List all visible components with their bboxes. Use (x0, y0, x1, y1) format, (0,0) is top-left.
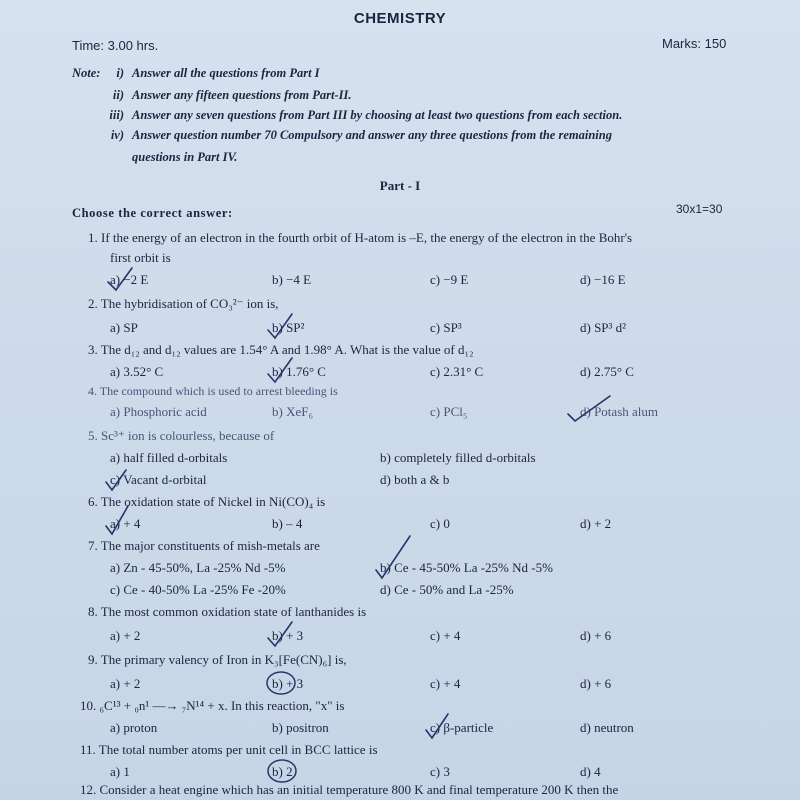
note-item-2: ii) Answer any fifteen questions from Part-II. (112, 88, 352, 102)
question-8-option-a: a) + 2 (110, 628, 141, 643)
answer-circle-icon (267, 672, 295, 694)
exam-title: CHEMISTRY (353, 10, 447, 27)
question-4-option-a: a) Phosphoric acid (110, 404, 207, 419)
question-8-stem: 8. The most common oxidation state of lanthanides is (88, 604, 367, 619)
question-10-option-c: c) β-particle (430, 720, 494, 735)
exam-marks: Marks: 150 (662, 36, 727, 51)
tick-mark-icon (268, 314, 292, 338)
question-3-stem: 3. The d₁₂ and d₁₂ values are 1.54° A and 1.98° A. What is the value of d₁₂ (88, 342, 474, 357)
question-11-option-c: c) 3 (430, 764, 450, 779)
question-9-option-b: b) + 3 (272, 676, 304, 691)
note-item-4: iv) Answer question number 70 Compulsory and answer any three questions from the remaining (110, 128, 612, 142)
question-10-option-d: d) neutron (580, 720, 634, 735)
question-1-stem-line-1: 1. If the energy of an electron in the fourth orbit of H-atom is –E, the energy of the electron in the Bohr's (88, 230, 633, 245)
note-item-5: questions in Part IV. (132, 150, 238, 164)
question-6-option-b: b) – 4 (272, 516, 303, 531)
tick-mark-icon (268, 622, 292, 646)
note-item-1: i) Answer all the questions from Part I (116, 66, 320, 80)
question-1-stem-line-2: first orbit is (110, 250, 171, 265)
question-9-option-c: c) + 4 (430, 676, 461, 691)
exam-time: Time: 3.00 hrs. (72, 38, 159, 53)
tick-mark-icon (108, 268, 132, 290)
question-10-stem: 10. ₆C¹³ + ₀n¹ —→ ₇N¹⁴ + x. In this reaction, "x" is (80, 698, 345, 713)
question-11-option-a: a) 1 (110, 764, 130, 779)
question-9-stem: 9. The primary valency of Iron in K₃[Fe(CN)₆] is, (88, 652, 347, 667)
question-7-option-d: d) Ce - 50% and La -25% (380, 582, 514, 597)
question-3-option-d: d) 2.75° C (580, 364, 634, 379)
question-4-option-c: c) PCl₅ (430, 404, 468, 419)
question-1-option-a: a) −2 E (110, 272, 149, 287)
question-3-option-c: c) 2.31° C (430, 364, 484, 379)
question-11-option-d: d) 4 (580, 764, 601, 779)
question-2-stem: 2. The hybridisation of CO₃²⁻ ion is, (88, 296, 279, 311)
tick-mark-icon (376, 536, 410, 578)
question-2-option-c: c) SP³ (430, 320, 462, 335)
question-4-option-b: b) XeF₆ (272, 404, 313, 419)
part-title: Part - I (379, 178, 421, 193)
question-6-stem: 6. The oxidation state of Nickel in Ni(CO)₄ is (88, 494, 326, 509)
question-8-option-c: c) + 4 (430, 628, 461, 643)
tick-mark-icon (426, 714, 448, 738)
question-7-option-b: b) Ce - 45-50% La -25% Nd -5% (380, 560, 553, 575)
question-12-stem: 12. Consider a heat engine which has an initial temperature 800 K and final temperature 200 K then the (80, 782, 619, 797)
question-5-option-c: c) Vacant d-orbital (110, 472, 207, 487)
question-7-option-c: c) Ce - 40-50% La -25% Fe -20% (110, 582, 286, 597)
question-5-option-b: b) completely filled d-orbitals (380, 450, 536, 465)
question-9-option-d: d) + 6 (580, 676, 612, 691)
question-2-option-b: b) SP² (272, 320, 305, 335)
question-3-option-b: b) 1.76° C (272, 364, 326, 379)
tick-mark-icon (268, 358, 292, 382)
question-10-option-a: a) proton (110, 720, 158, 735)
tick-mark-icon (106, 470, 126, 490)
answer-circle-icon (268, 760, 296, 782)
part-score: 30x1=30 (676, 202, 723, 216)
question-7-stem: 7. The major constituents of mish-metals are (88, 538, 320, 553)
question-1-option-c: c) −9 E (430, 272, 469, 287)
part-instruction: Choose the correct answer: (72, 206, 233, 220)
question-9-option-a: a) + 2 (110, 676, 141, 691)
question-4-option-d: d) Potash alum (580, 404, 658, 419)
tick-mark-icon (568, 396, 610, 421)
note-label: Note: (72, 66, 101, 80)
question-5-option-a: a) half filled d-orbitals (110, 450, 228, 465)
question-6-option-c: c) 0 (430, 516, 450, 531)
question-11-stem: 11. The total number atoms per unit cell in BCC lattice is (80, 742, 378, 757)
question-4-stem: 4. The compound which is used to arrest bleeding is (88, 384, 338, 398)
question-10-option-b: b) positron (272, 720, 329, 735)
question-2-option-a: a) SP (110, 320, 138, 335)
question-5-option-d: d) both a & b (380, 472, 450, 487)
question-11-option-b: b) 2 (272, 764, 293, 779)
question-5-stem: 5. Sc³⁺ ion is colourless, because of (88, 428, 275, 443)
question-1-option-b: b) −4 E (272, 272, 312, 287)
question-7-option-a: a) Zn - 45-50%, La -25% Nd -5% (110, 560, 286, 575)
tick-mark-icon (106, 506, 128, 534)
question-6-option-d: d) + 2 (580, 516, 612, 531)
note-item-3: iii) Answer any seven questions from Part III by choosing at least two questions from each section. (109, 108, 623, 122)
question-6-option-a: a) + 4 (110, 516, 141, 531)
question-1-option-d: d) −16 E (580, 272, 626, 287)
question-3-option-a: a) 3.52° C (110, 364, 164, 379)
question-8-option-b: b) + 3 (272, 628, 304, 643)
question-2-option-d: d) SP³ d² (580, 320, 627, 335)
question-8-option-d: d) + 6 (580, 628, 612, 643)
